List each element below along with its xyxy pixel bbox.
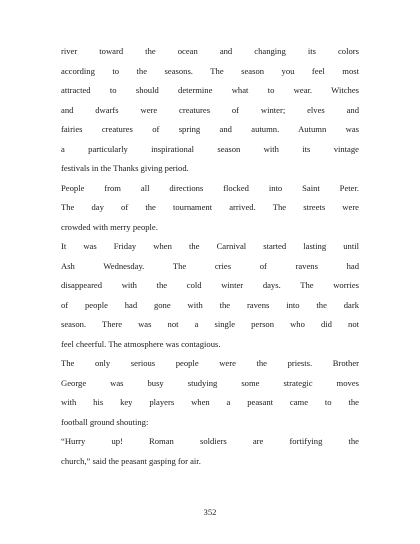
body-text — [61, 42, 359, 471]
text-line: according to the seasons. The season you feel most — [61, 65, 359, 76]
text-line: season. There was not a single person who did not — [61, 319, 359, 329]
text-line: church,” said the peasant gasping for air. — [61, 455, 201, 466]
text-line: crowded with merry people. — [61, 221, 158, 232]
text-line: The day of the tournament arrived. The streets were — [61, 202, 359, 212]
text-line: feel cheerful. The atmosphere was contagious. — [61, 338, 221, 349]
text-line: disappeared with the cold winter days. The worries — [61, 280, 359, 290]
text-line: The only serious people were the priests. Brother — [61, 358, 359, 368]
text-line: of people had gone with the ravens into the dark — [61, 299, 359, 310]
text-line: festivals in the Thanks giving period. — [61, 163, 189, 173]
text-line: It was Friday when the Carnival started lasting until — [61, 241, 359, 251]
text-line: football ground shouting: — [61, 416, 149, 427]
text-line: river toward the ocean and changing its colors — [61, 46, 359, 56]
text-line: People from all directions flocked into Saint Peter. — [61, 182, 359, 193]
text-line: “Hurry up! Roman soldiers are fortifying the — [61, 436, 359, 446]
text-line: Ash Wednesday. The cries of ravens had — [61, 260, 359, 271]
text-line: and dwarfs were creatures of winter; elves and — [61, 104, 359, 115]
text-line: attracted to should determine what to wear. Witches — [61, 85, 359, 95]
text-line: George was busy studying some strategic moves — [61, 377, 359, 388]
text-line: fairies creatures of spring and autumn. Autumn was — [61, 124, 359, 134]
page-number: 352 — [203, 507, 217, 517]
text-line: with his key players when a peasant came to the — [61, 397, 359, 407]
text-line: a particularly inspirational season with its vintage — [61, 143, 359, 154]
